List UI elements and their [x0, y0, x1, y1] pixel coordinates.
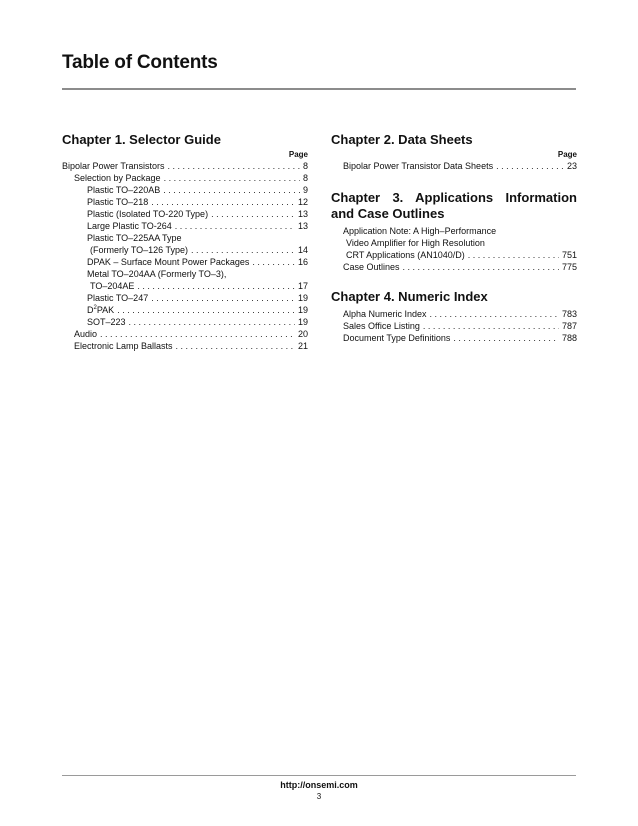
toc-entry[interactable]: $D^2PAK$ . . . 19	[62, 304, 308, 316]
toc-entry[interactable]: Audio . . . 20	[62, 328, 308, 340]
toc-entry[interactable]: Large Plastic TO-264 . . . 13	[62, 220, 308, 232]
right-column	[331, 132, 577, 344]
chapter-1-title: Chapter 1. Selector Guide	[62, 132, 221, 147]
chapter-4-toc	[331, 308, 577, 344]
toc-entry[interactable]: Sales Office Listing . . . 787	[331, 320, 577, 332]
toc-entry[interactable]: Alpha Numeric Index . . . 783	[331, 308, 577, 320]
chapter-4-title: Chapter 4. Numeric Index	[331, 289, 488, 304]
toc-entry[interactable]: Bipolar Power Transistor Data Sheets . . . 23	[331, 160, 577, 172]
toc-entry[interactable]: CRT Applications (AN1040/D) . . . 751	[331, 249, 577, 261]
page-number: 3	[316, 792, 322, 801]
toc-entry[interactable]: Plastic (Isolated TO-220 Type) . . . 13	[62, 208, 308, 220]
toc-entry[interactable]: TO–204AE . . . 17	[62, 280, 308, 292]
toc-entry[interactable]: Metal TO–204AA (Formerly TO–3),	[87, 269, 227, 279]
chapter-2-section	[331, 132, 577, 172]
toc-entry[interactable]: Plastic TO–225AA Type	[87, 233, 182, 243]
chapter-3-section	[331, 190, 577, 273]
chapter-3-toc	[331, 225, 577, 273]
toc-entry[interactable]: Plastic TO–218 . . . 12	[62, 196, 308, 208]
toc-entry[interactable]: Plastic TO–220AB . . . 9	[62, 184, 308, 196]
header-rule	[62, 88, 576, 90]
chapter-2-title: Chapter 2. Data Sheets	[331, 132, 473, 147]
toc-entry[interactable]: Plastic TO–247 . . . 19	[62, 292, 308, 304]
chapter-2-toc	[331, 160, 577, 172]
footer-rule	[62, 775, 576, 776]
page-column-header: Page	[557, 150, 577, 159]
chapter-3-title: Chapter 3. Applications Information and Case Outlines	[331, 190, 577, 221]
page-column-header: Page	[288, 150, 308, 159]
toc-entry[interactable]: Electronic Lamp Ballasts . . . 21	[62, 340, 308, 352]
toc-entry[interactable]: Application Note: A High–Performance	[343, 226, 497, 236]
chapter-1-toc	[62, 160, 308, 352]
toc-entry[interactable]: Document Type Definitions . . . 788	[331, 332, 577, 344]
toc-entry[interactable]: Bipolar Power Transistors . . . 8	[62, 160, 308, 172]
toc-entry[interactable]: Selection by Package . . . 8	[62, 172, 308, 184]
toc-entry[interactable]: (Formerly TO–126 Type) . . . 14	[62, 244, 308, 256]
toc-entry[interactable]: Video Amplifier for High Resolution	[346, 238, 485, 248]
toc-entry[interactable]: SOT–223 . . . 19	[62, 316, 308, 328]
chapter-1-section	[62, 132, 308, 352]
footer-url-link[interactable]: http://onsemi.com	[280, 780, 358, 790]
page-title: Table of Contents	[62, 52, 218, 73]
toc-entry[interactable]: DPAK – Surface Mount Power Packages . . . 16	[62, 256, 308, 268]
toc-entry[interactable]: Case Outlines . . . 775	[331, 261, 577, 273]
chapter-4-section	[331, 289, 577, 344]
